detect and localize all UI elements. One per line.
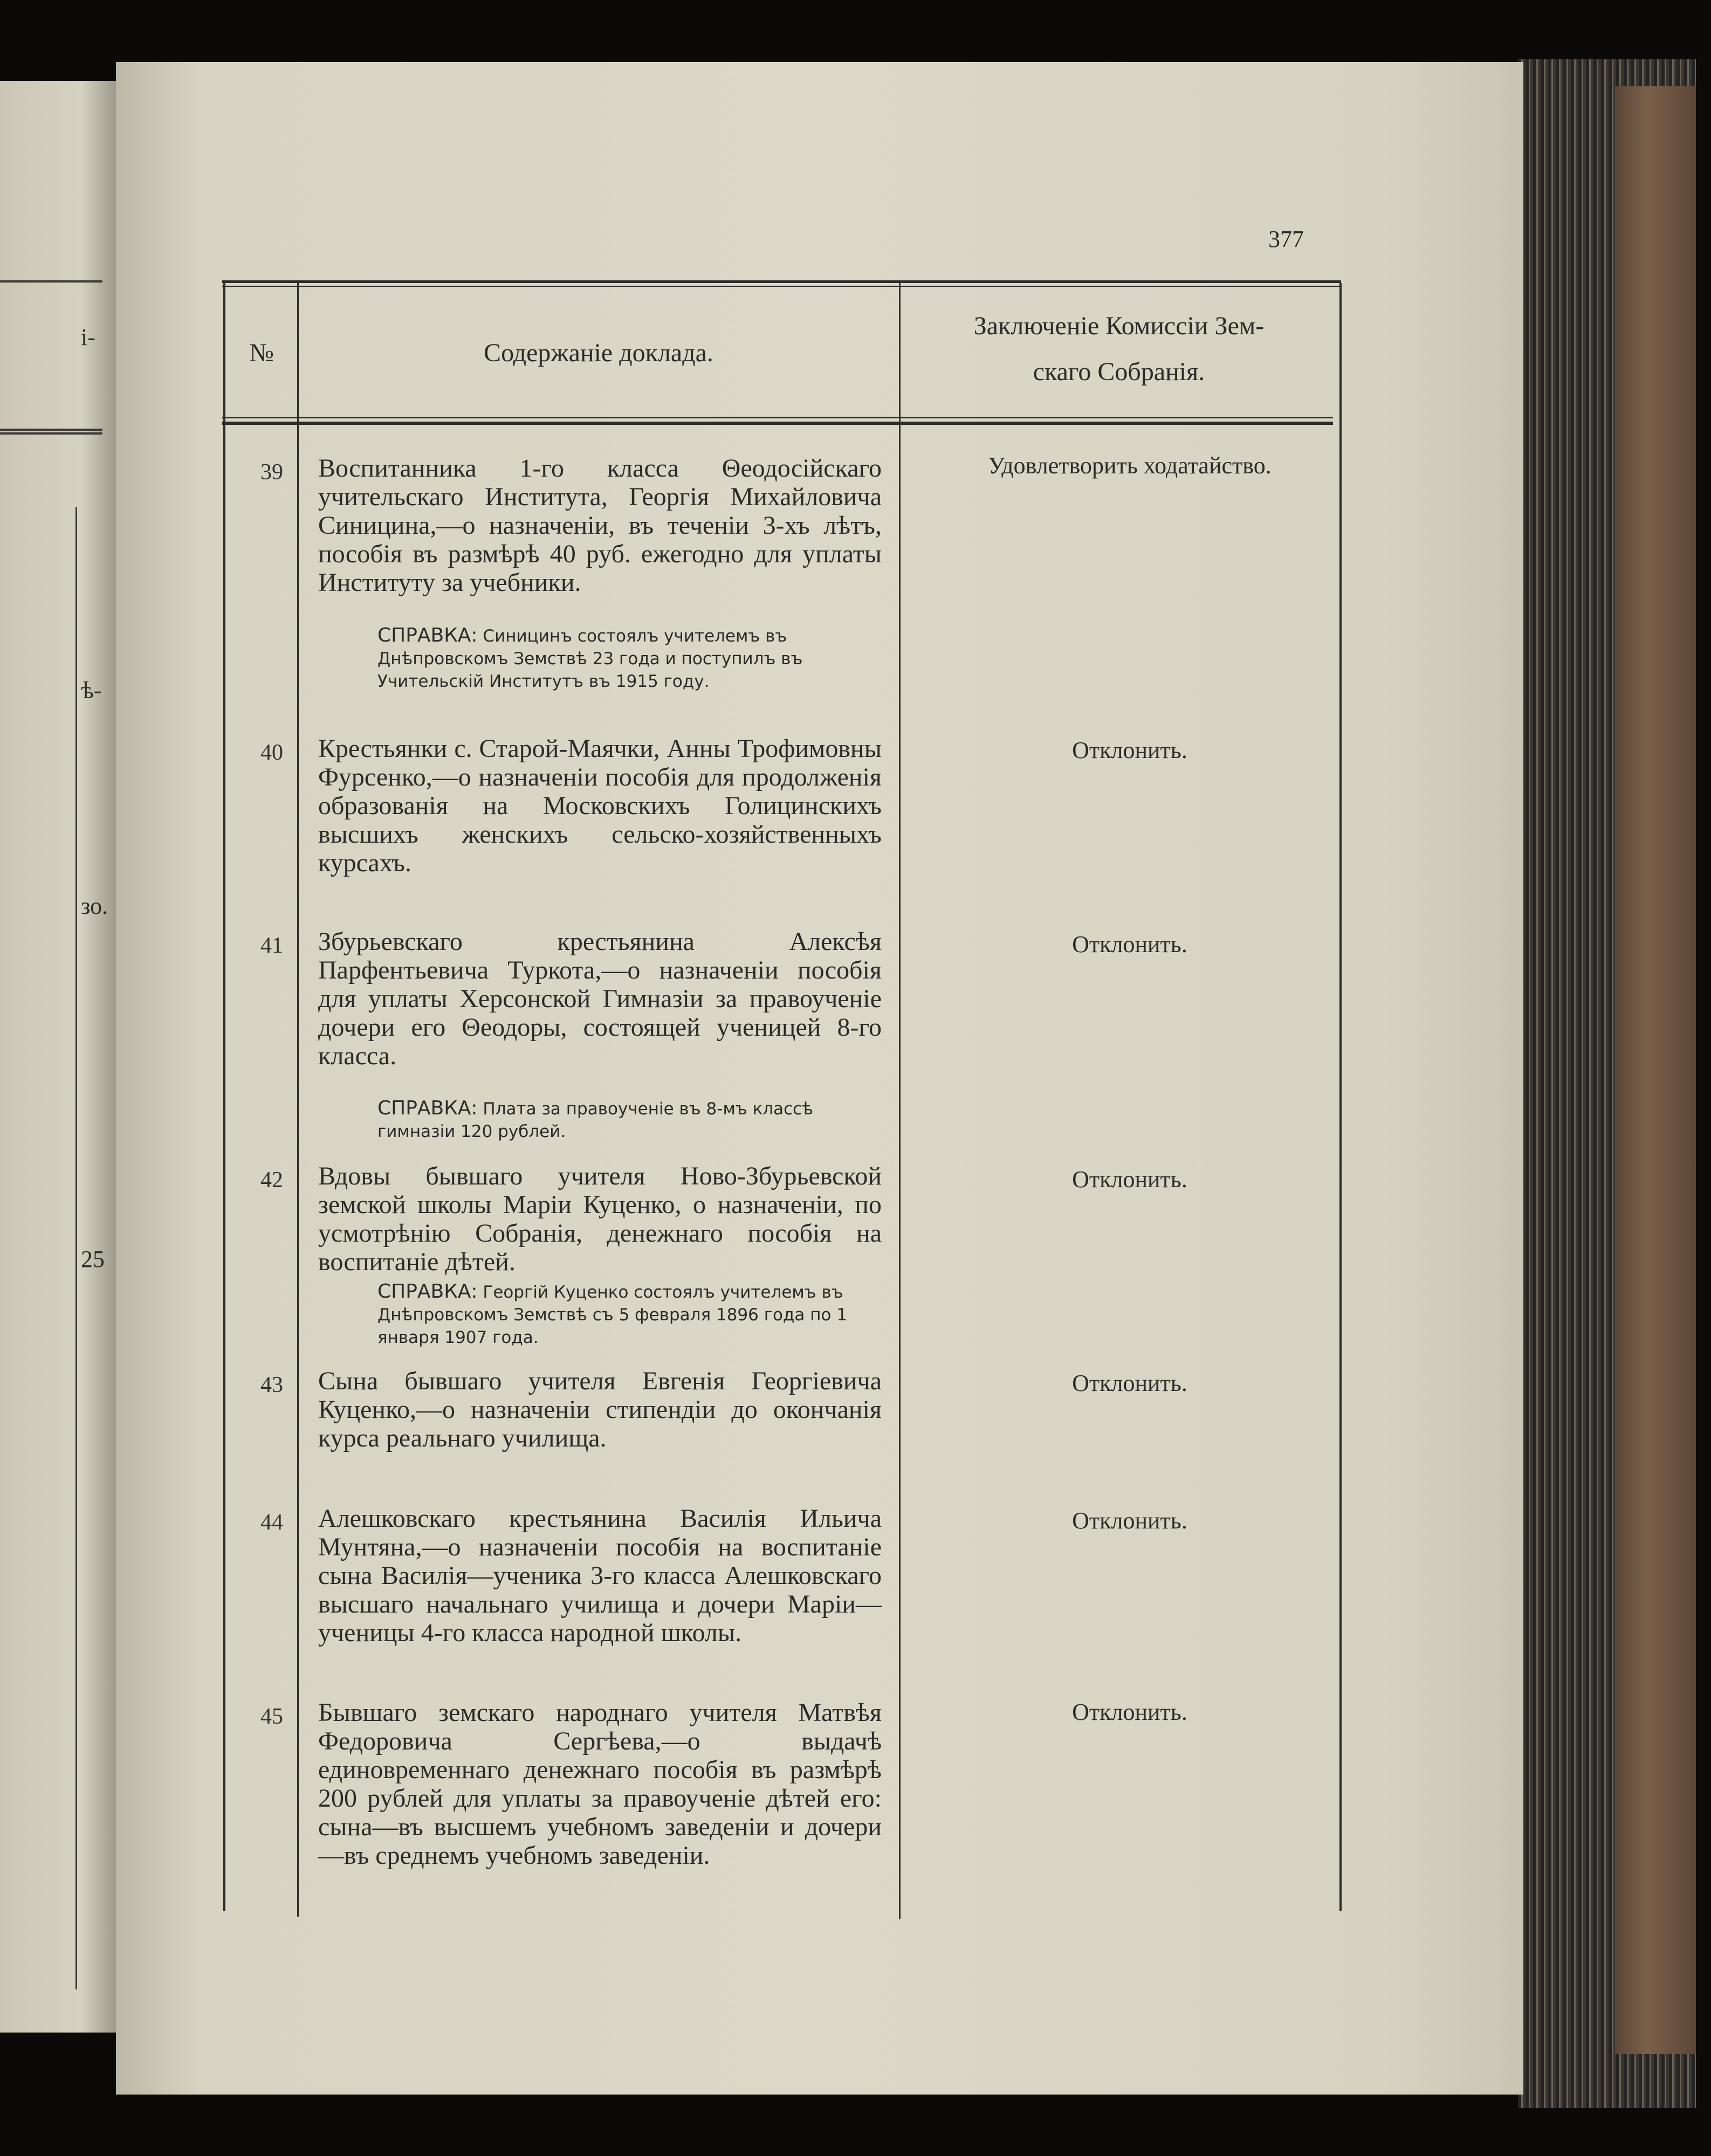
row-number: 42 [260, 1168, 283, 1193]
left-page-column-line [75, 507, 77, 1989]
header-number: № [249, 339, 274, 367]
page-number: 377 [1268, 226, 1304, 252]
row-content: Крестьянки с. Старой-Маячки, Анны Трофимовны Фурсенко,—о назначеніи пособія для продолженія образованія на Московскихъ Голицинскихъ высшихъ женскихъ сельско-хозяйственныхъ курсахъ. [318, 734, 882, 877]
row-conclusion: Отклонить. [1072, 737, 1187, 763]
row-note [377, 1097, 890, 1143]
row-content: Сына бывшаго учителя Евгенія Георгіевича Куценко,—о назначеніи стипендіи до окончанія курса реальнаго училища. [318, 1367, 882, 1452]
row-conclusion: Отклонить. [1072, 1370, 1187, 1396]
column-divider-num [297, 283, 299, 1917]
table-top-rule-thin [222, 286, 1341, 287]
left-facing-page [0, 81, 116, 2033]
row-content: Бывшаго земскаго народнаго учителя Матвѣя Федоровича Сергѣева,—о выдачѣ единовременнаго денежнаго пособія въ размѣрѣ 200 рублей для уплаты за правоученіе дѣтей его: сына—въ высшемъ учебномъ заведеніи и дочери—въ среднемъ учебномъ заведеніи. [318, 1698, 882, 1870]
book-page-stack [1518, 59, 1696, 2108]
row-conclusion: Удовлетворить ходатайство. [988, 452, 1272, 479]
table-left-border [223, 283, 225, 1911]
left-page-rule [0, 280, 102, 283]
row-conclusion: Отклонить. [1072, 931, 1187, 958]
row-number: 43 [260, 1373, 283, 1397]
note-keyword: СПРАВКА: [377, 1280, 478, 1303]
header-conclusion-line1: Заключеніе Комиссіи Зем- [973, 312, 1265, 340]
left-page-fragment: зо. [81, 893, 108, 919]
row-number: 40 [260, 740, 283, 765]
left-page-fragment: 25 [81, 1246, 105, 1272]
row-number: 44 [260, 1510, 283, 1535]
note-text: Плата за правоученіе въ 8-мъ классѣ гимназіи 120 рублей. [377, 1099, 814, 1141]
note-text: Георгій Куценко состоялъ учителемъ въ Днѣпровскомъ Земствѣ съ 5 февраля 1896 года по 1 января 1907 года. [377, 1283, 848, 1347]
left-page-rule [0, 432, 102, 435]
row-content: Алешковскаго крестьянина Василія Ильича Мунтяна,—о назначеніи пособія на воспитаніе сына Василія—ученика 3-го класса Алешковскаго высшаго начальнаго училища и дочери Маріи—ученицы 4-го класса народной школы. [318, 1504, 882, 1647]
row-number: 39 [260, 460, 283, 485]
left-page-rule [0, 429, 102, 431]
table-top-rule [222, 280, 1341, 283]
row-number: 45 [260, 1704, 283, 1729]
header-bottom-rule [222, 417, 1333, 418]
row-number: 41 [260, 933, 283, 958]
row-conclusion: Отклонить. [1072, 1166, 1187, 1193]
table-right-border [1339, 283, 1342, 1911]
row-content: Збурьевскаго крестьянина Алексѣя Парфентьевича Туркота,—о назначеніи пособія для уплаты Херсонской Гимназіи за правоученіе дочери его Θеодоры, состоящей ученицей 8-го класса. [318, 927, 882, 1070]
left-page-fragment: і- [81, 324, 95, 350]
note-keyword: СПРАВКА: [377, 624, 478, 646]
row-conclusion: Отклонить. [1072, 1507, 1187, 1534]
header-content: Содержаніе доклада. [484, 339, 713, 367]
row-note [377, 1280, 890, 1349]
note-keyword: СПРАВКА: [377, 1097, 478, 1119]
header-bottom-rule-thick [222, 422, 1333, 425]
row-note [377, 624, 890, 693]
column-divider-content [899, 283, 901, 1919]
note-text: Синицинъ состоялъ учителемъ въ Днѣпровскомъ Земствѣ 23 года и поступилъ въ Учительскій Институтъ въ 1915 году. [377, 626, 803, 691]
row-content: Вдовы бывшаго учителя Ново-Збурьевской земской школы Маріи Куценко, о назначеніи, по усмотрѣнію Собранія, денежнаго пособія на воспитаніе дѣтей. [318, 1162, 882, 1276]
row-content: Воспитанника 1-го класса Θеодосійскаго учительскаго Института, Георгія Михайловича Синицина,—о назначеніи, въ теченіи 3-хъ лѣтъ, пособія въ размѣрѣ 40 руб. ежегодно для уплаты Институту за учебники. [318, 454, 882, 597]
row-conclusion: Отклонить. [1072, 1699, 1187, 1725]
header-conclusion-line2: скаго Собранія. [1033, 357, 1205, 386]
left-page-fragment: ѣ- [81, 677, 102, 704]
